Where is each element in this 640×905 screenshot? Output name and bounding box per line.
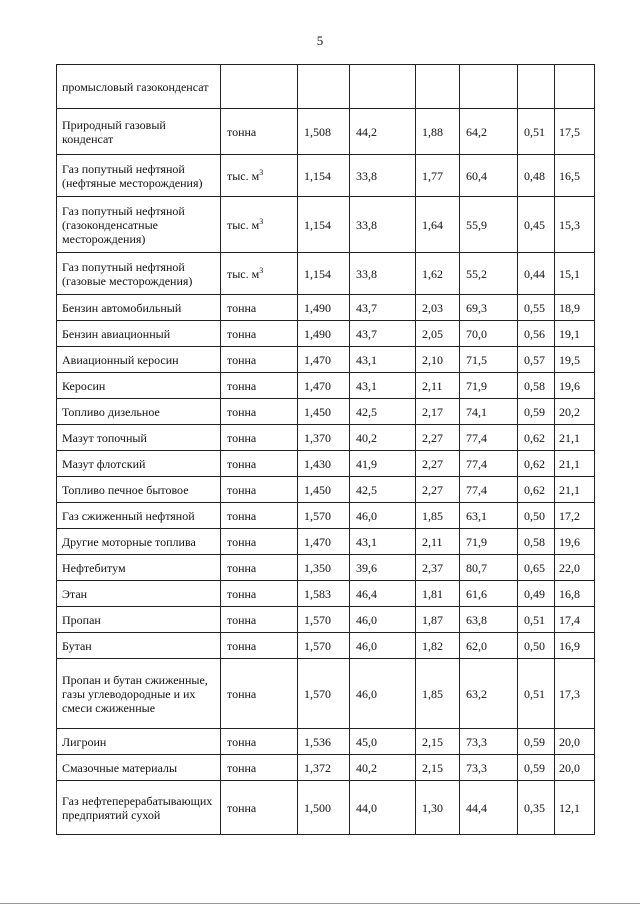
value-cell-3: 2,05 [416, 321, 460, 347]
value-cell-1: 1,570 [298, 633, 350, 659]
value-cell-3: 1,82 [416, 633, 460, 659]
value-cell-1 [298, 65, 350, 109]
unit-text: тыс. м [227, 217, 260, 232]
table-row [57, 555, 595, 581]
value-cell-2: 46,0 [350, 607, 416, 633]
unit-cell [221, 581, 298, 607]
table-row [57, 581, 595, 607]
table-row [57, 425, 595, 451]
value-cell-2: 40,2 [350, 425, 416, 451]
value-cell-4: 71,5 [460, 347, 518, 373]
value-cell-3: 2,17 [416, 399, 460, 425]
unit-cell [221, 295, 298, 321]
value-cell-2: 46,4 [350, 581, 416, 607]
value-cell-5: 0,62 [518, 477, 555, 503]
unit-cell [221, 399, 298, 425]
value-cell-3: 2,15 [416, 755, 460, 781]
value-cell-1: 1,536 [298, 729, 350, 755]
table-row [57, 347, 595, 373]
value-cell-1: 1,370 [298, 425, 350, 451]
value-cell-4: 62,0 [460, 633, 518, 659]
fuel-name-cell: Мазут флотский [57, 451, 221, 477]
table-row [57, 781, 595, 835]
value-cell-3: 1,30 [416, 781, 460, 835]
value-cell-2: 43,1 [350, 529, 416, 555]
unit-text: тонна [227, 430, 257, 445]
value-cell-3: 1,88 [416, 109, 460, 155]
value-cell-3: 1,77 [416, 155, 460, 197]
value-cell-6: 19,5 [555, 347, 595, 373]
value-cell-4: 64,2 [460, 109, 518, 155]
unit-exponent: 3 [259, 167, 264, 177]
fuel-name-cell: Авиационный керосин [57, 347, 221, 373]
value-cell-1: 1,430 [298, 451, 350, 477]
value-cell-2: 43,7 [350, 321, 416, 347]
table-row [57, 607, 595, 633]
value-cell-4: 77,4 [460, 425, 518, 451]
unit-text: тонна [227, 560, 257, 575]
value-cell-2: 43,1 [350, 373, 416, 399]
unit-text: тонна [227, 352, 257, 367]
value-cell-6: 20,0 [555, 729, 595, 755]
value-cell-3: 2,03 [416, 295, 460, 321]
value-cell-5: 0,57 [518, 347, 555, 373]
value-cell-6: 16,5 [555, 155, 595, 197]
value-cell-5: 0,62 [518, 425, 555, 451]
value-cell-5: 0,65 [518, 555, 555, 581]
value-cell-6: 19,6 [555, 373, 595, 399]
value-cell-1: 1,450 [298, 399, 350, 425]
value-cell-2: 40,2 [350, 755, 416, 781]
unit-text: тыс. м [227, 168, 260, 183]
unit-text: тонна [227, 300, 257, 315]
fuel-name-cell: Пропан и бутан сжиженные, газы углеводородные и их смеси сжиженные [57, 659, 221, 729]
value-cell-2: 44,0 [350, 781, 416, 835]
unit-cell [221, 347, 298, 373]
table-row [57, 155, 595, 197]
table-row [57, 477, 595, 503]
value-cell-3: 1,85 [416, 503, 460, 529]
unit-cell [221, 65, 298, 109]
unit-cell [221, 155, 298, 197]
fuel-name-cell: промысловый газоконденсат [57, 65, 221, 109]
value-cell-3: 1,62 [416, 253, 460, 295]
unit-text: тонна [227, 760, 257, 775]
value-cell-3: 2,10 [416, 347, 460, 373]
table-row [57, 503, 595, 529]
value-cell-6 [555, 65, 595, 109]
value-cell-4: 73,3 [460, 729, 518, 755]
table-row [57, 755, 595, 781]
value-cell-5 [518, 65, 555, 109]
value-cell-2 [350, 65, 416, 109]
value-cell-2: 46,0 [350, 633, 416, 659]
value-cell-4: 44,4 [460, 781, 518, 835]
value-cell-6: 21,1 [555, 425, 595, 451]
value-cell-1: 1,350 [298, 555, 350, 581]
table-row [57, 529, 595, 555]
fuel-name-cell: Бутан [57, 633, 221, 659]
value-cell-2: 43,7 [350, 295, 416, 321]
value-cell-2: 44,2 [350, 109, 416, 155]
fuel-name-cell: Этан [57, 581, 221, 607]
unit-text: тыс. м [227, 266, 260, 281]
fuel-name-cell: Пропан [57, 607, 221, 633]
value-cell-1: 1,372 [298, 755, 350, 781]
table-row [57, 399, 595, 425]
value-cell-4: 61,6 [460, 581, 518, 607]
value-cell-5: 0,50 [518, 503, 555, 529]
fuel-name-cell: Газ попутный нефтяной (нефтяные месторождения) [57, 155, 221, 197]
value-cell-6: 17,3 [555, 659, 595, 729]
value-cell-3: 1,64 [416, 197, 460, 253]
value-cell-6: 16,8 [555, 581, 595, 607]
value-cell-6: 20,0 [555, 755, 595, 781]
value-cell-2: 42,5 [350, 399, 416, 425]
value-cell-4 [460, 65, 518, 109]
value-cell-5: 0,50 [518, 633, 555, 659]
unit-text: тонна [227, 378, 257, 393]
value-cell-4: 77,4 [460, 477, 518, 503]
fuel-name-cell: Газ нефтеперерабатывающих предприятий сухой [57, 781, 221, 835]
unit-exponent: 3 [259, 216, 264, 226]
table-row [57, 65, 595, 109]
unit-cell [221, 633, 298, 659]
value-cell-1: 1,570 [298, 607, 350, 633]
value-cell-6: 17,2 [555, 503, 595, 529]
value-cell-4: 70,0 [460, 321, 518, 347]
unit-text: тонна [227, 456, 257, 471]
value-cell-6: 18,9 [555, 295, 595, 321]
value-cell-1: 1,154 [298, 197, 350, 253]
unit-cell [221, 451, 298, 477]
value-cell-5: 0,59 [518, 755, 555, 781]
fuel-name-cell: Бензин авиационный [57, 321, 221, 347]
value-cell-6: 22,0 [555, 555, 595, 581]
fuel-name-cell: Смазочные материалы [57, 755, 221, 781]
value-cell-2: 41,9 [350, 451, 416, 477]
value-cell-3: 2,37 [416, 555, 460, 581]
value-cell-2: 33,8 [350, 253, 416, 295]
value-cell-5: 0,58 [518, 373, 555, 399]
value-cell-4: 63,8 [460, 607, 518, 633]
value-cell-5: 0,51 [518, 659, 555, 729]
table-body [57, 65, 595, 835]
value-cell-1: 1,470 [298, 373, 350, 399]
value-cell-6: 21,1 [555, 451, 595, 477]
value-cell-4: 77,4 [460, 451, 518, 477]
value-cell-5: 0,51 [518, 109, 555, 155]
value-cell-1: 1,490 [298, 295, 350, 321]
value-cell-3: 1,85 [416, 659, 460, 729]
value-cell-4: 73,3 [460, 755, 518, 781]
fuel-name-cell: Мазут топочный [57, 425, 221, 451]
unit-cell [221, 109, 298, 155]
value-cell-5: 0,59 [518, 399, 555, 425]
unit-cell [221, 755, 298, 781]
value-cell-1: 1,490 [298, 321, 350, 347]
value-cell-2: 46,0 [350, 659, 416, 729]
table-row [57, 659, 595, 729]
table-row [57, 197, 595, 253]
value-cell-5: 0,45 [518, 197, 555, 253]
value-cell-6: 17,5 [555, 109, 595, 155]
value-cell-5: 0,51 [518, 607, 555, 633]
value-cell-1: 1,508 [298, 109, 350, 155]
page-edge-rule [0, 903, 640, 904]
unit-text: тонна [227, 534, 257, 549]
value-cell-5: 0,48 [518, 155, 555, 197]
unit-text: тонна [227, 734, 257, 749]
table-row [57, 295, 595, 321]
page-number: 5 [316, 33, 324, 48]
fuel-name-cell: Топливо печное бытовое [57, 477, 221, 503]
fuel-coefficients-table [56, 64, 595, 835]
value-cell-2: 43,1 [350, 347, 416, 373]
value-cell-5: 0,55 [518, 295, 555, 321]
value-cell-1: 1,570 [298, 503, 350, 529]
value-cell-1: 1,500 [298, 781, 350, 835]
value-cell-4: 55,9 [460, 197, 518, 253]
value-cell-3: 2,27 [416, 425, 460, 451]
unit-cell [221, 607, 298, 633]
fuel-name-cell: Лигроин [57, 729, 221, 755]
value-cell-2: 46,0 [350, 503, 416, 529]
table-row [57, 321, 595, 347]
unit-text: тонна [227, 124, 257, 139]
value-cell-2: 33,8 [350, 197, 416, 253]
value-cell-5: 0,59 [518, 729, 555, 755]
value-cell-2: 42,5 [350, 477, 416, 503]
value-cell-4: 80,7 [460, 555, 518, 581]
unit-text: тонна [227, 508, 257, 523]
value-cell-5: 0,58 [518, 529, 555, 555]
value-cell-5: 0,56 [518, 321, 555, 347]
value-cell-3: 1,81 [416, 581, 460, 607]
value-cell-1: 1,154 [298, 253, 350, 295]
fuel-name-cell: Топливо дизельное [57, 399, 221, 425]
unit-text: тонна [227, 686, 257, 701]
value-cell-3: 2,15 [416, 729, 460, 755]
unit-cell [221, 197, 298, 253]
fuel-name-cell: Бензин автомобильный [57, 295, 221, 321]
value-cell-3: 2,11 [416, 373, 460, 399]
table-row [57, 373, 595, 399]
unit-cell [221, 729, 298, 755]
fuel-name-cell: Газ попутный нефтяной (газоконденсатные месторождения) [57, 197, 221, 253]
fuel-name-cell: Керосин [57, 373, 221, 399]
value-cell-2: 39,6 [350, 555, 416, 581]
fuel-name-cell: Нефтебитум [57, 555, 221, 581]
value-cell-4: 71,9 [460, 529, 518, 555]
unit-cell [221, 477, 298, 503]
table-row [57, 109, 595, 155]
fuel-name-cell: Другие моторные топлива [57, 529, 221, 555]
value-cell-4: 69,3 [460, 295, 518, 321]
unit-text: тонна [227, 638, 257, 653]
unit-cell [221, 503, 298, 529]
value-cell-1: 1,154 [298, 155, 350, 197]
unit-text: тонна [227, 404, 257, 419]
value-cell-3: 1,87 [416, 607, 460, 633]
value-cell-4: 55,2 [460, 253, 518, 295]
value-cell-6: 21,1 [555, 477, 595, 503]
fuel-name-cell: Природный газовый конденсат [57, 109, 221, 155]
table-row [57, 729, 595, 755]
value-cell-5: 0,62 [518, 451, 555, 477]
value-cell-6: 12,1 [555, 781, 595, 835]
value-cell-6: 15,1 [555, 253, 595, 295]
table-row [57, 633, 595, 659]
value-cell-1: 1,583 [298, 581, 350, 607]
value-cell-1: 1,570 [298, 659, 350, 729]
unit-text: тонна [227, 800, 257, 815]
unit-cell [221, 425, 298, 451]
value-cell-6: 15,3 [555, 197, 595, 253]
value-cell-6: 17,4 [555, 607, 595, 633]
unit-cell [221, 321, 298, 347]
value-cell-5: 0,35 [518, 781, 555, 835]
value-cell-4: 63,1 [460, 503, 518, 529]
unit-cell [221, 659, 298, 729]
unit-text: тонна [227, 326, 257, 341]
value-cell-4: 74,1 [460, 399, 518, 425]
value-cell-4: 60,4 [460, 155, 518, 197]
value-cell-6: 19,6 [555, 529, 595, 555]
unit-cell [221, 253, 298, 295]
unit-cell [221, 555, 298, 581]
value-cell-1: 1,470 [298, 347, 350, 373]
value-cell-1: 1,450 [298, 477, 350, 503]
value-cell-4: 63,2 [460, 659, 518, 729]
value-cell-2: 45,0 [350, 729, 416, 755]
value-cell-6: 20,2 [555, 399, 595, 425]
value-cell-4: 71,9 [460, 373, 518, 399]
table-row [57, 253, 595, 295]
unit-cell [221, 373, 298, 399]
table-row [57, 451, 595, 477]
fuel-name-cell: Газ сжиженный нефтяной [57, 503, 221, 529]
unit-cell [221, 529, 298, 555]
value-cell-3 [416, 65, 460, 109]
value-cell-3: 2,27 [416, 477, 460, 503]
value-cell-5: 0,49 [518, 581, 555, 607]
fuel-name-cell: Газ попутный нефтяной (газовые месторождения) [57, 253, 221, 295]
value-cell-5: 0,44 [518, 253, 555, 295]
unit-text: тонна [227, 482, 257, 497]
value-cell-3: 2,27 [416, 451, 460, 477]
unit-text: тонна [227, 612, 257, 627]
unit-text: тонна [227, 586, 257, 601]
value-cell-6: 19,1 [555, 321, 595, 347]
value-cell-6: 16,9 [555, 633, 595, 659]
unit-cell [221, 781, 298, 835]
value-cell-3: 2,11 [416, 529, 460, 555]
value-cell-2: 33,8 [350, 155, 416, 197]
unit-exponent: 3 [259, 265, 264, 275]
value-cell-1: 1,470 [298, 529, 350, 555]
